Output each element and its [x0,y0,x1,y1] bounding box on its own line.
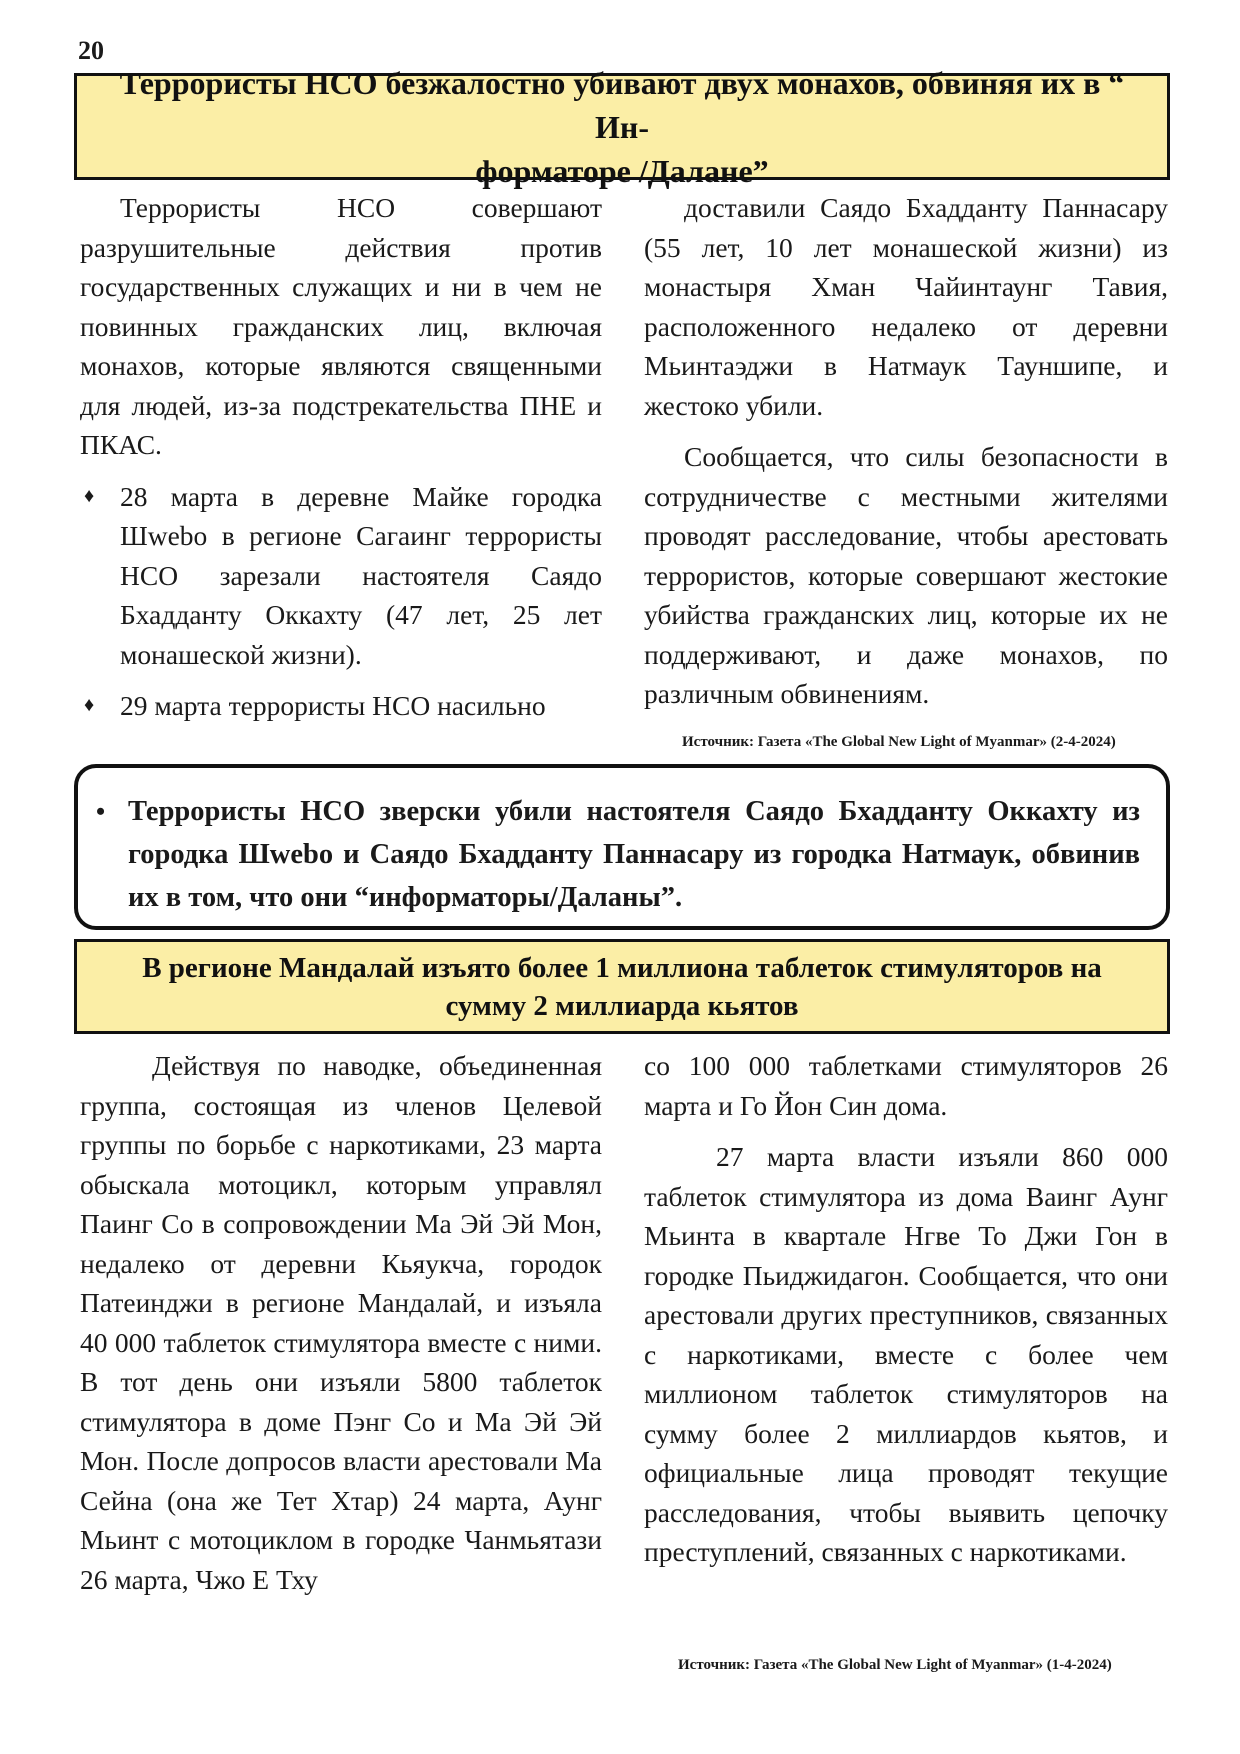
diamond-bullet-icon: ♦ [84,484,95,507]
article2-right-column [644,1046,1168,1572]
article1-right-paragraph: Сообщается, что силы безопасности в сотрудничестве с местными жителями проводят расследование, чтобы арестовать террористов, которые совершают жестокие убийства гражданских лиц, которые их не поддерживают, и даже монахов, по различным обвинениям. [644,441,1168,709]
diamond-bullet-icon: ♦ [84,694,95,716]
article1-left-column [80,188,602,726]
summary-callout [74,764,1170,930]
callout-text: Террористы НСО зверски убили настоятеля Саядо Бхадданту Оккахту из городка Шwebo и Саядо Бхадданту Паннасару из городка Натмаук, обвинив их в том, что они “информаторы/Даланы”. [128,796,1140,913]
article2-source: Источник: Газета «The Global New Light of Myanmar» (1-4-2024) [678,1657,1112,1673]
article1-right-paragraph: доставили Саядо Бхадданту Паннасару (55 лет, 10 лет монашеской жизни) из монастыря Хман Чайинтаунг Тавия, расположенного недалеко от деревни Мьинтаэджи в Натмаук Тауншипе, и жестоко убили. [644,192,1168,421]
article1-bullet-item [80,477,602,675]
page-number: 20 [78,36,104,65]
article1-title-line1: Террористы НСО безжалостно убивают двух монахов, обвиняя их в “ Ин- [119,64,1125,145]
article1-right-column [644,188,1168,714]
bullet-dot-icon: • [96,797,106,826]
article2-right-paragraph: 27 марта власти изъяли 860 000 таблеток стимулятора из дома Ваинг Аунг Мьинта в квартале Нгве То Джи Гон в городке Пьиджидагон. Сообщается, что они арестовали других преступников, связанных с наркотиками, вместе с более чем миллионом таблеток стимуляторов на сумму более 2 миллиардов кьятов, и официальные лица проводят текущие расследования, чтобы выявить цепочку преступлений, связанных с наркотиками. [644,1141,1168,1567]
article1-bullet-item [80,686,602,726]
article1-intro-paragraph: Террористы НСО совершают разрушительные действия против государственных служащих и ни в чем не повинных гражданских лиц, включая монахов, которые являются священными для людей, из-за подстрекательства ПНЕ и ПКАС. [80,192,602,460]
article2-title-line1: В регионе Мандалай изъято более 1 миллиона таблеток стимуляторов на [142,951,1102,984]
article2-title [74,939,1170,1034]
article1-bullet-text: 28 марта в деревне Майке городка Шwebo в регионе Сагаинг террористы НСО зарезали настоятеля Саядо Бхадданту Оккахту (47 лет, 25 лет монашеской жизни). [120,480,602,670]
article1-bullet-text: 29 марта террористы НСО насильно [120,690,546,721]
article2-title-line2: сумму 2 миллиарда кьятов [445,989,799,1022]
article1-title-line2: форматоре /Далане” [475,152,769,189]
article1-title [74,64,1170,189]
article2-right-paragraph: со 100 000 таблетками стимуляторов 26 марта и Го Йон Син дома. [644,1050,1168,1121]
article1-source: Источник: Газета «The Global New Light of Myanmar» (2-4-2024) [682,734,1116,750]
article2-left-column [80,1046,602,1599]
article2-left-paragraph: Действуя по наводке, объединенная группа, состоящая из членов Целевой группы по борьбе с наркотиками, 23 марта обыскала мотоцикл, которым управлял Паинг Со в сопровождении Ма Эй Эй Мон, недалеко от деревни Кьяукча, городок Патеинджи в регионе Мандалай, и изъяла 40 000 таблеток стимулятора вместе с ними. В тот день они изъяли 5800 таблеток стимулятора в доме Пэнг Со и Ма Эй Эй Мон. После допросов власти арестовали Ма Сейна (она же Тет Хтар) 24 марта, Аунг Мьинт с мотоциклом в городке Чанмьятази 26 марта, Чжо Е Тху [80,1050,602,1595]
